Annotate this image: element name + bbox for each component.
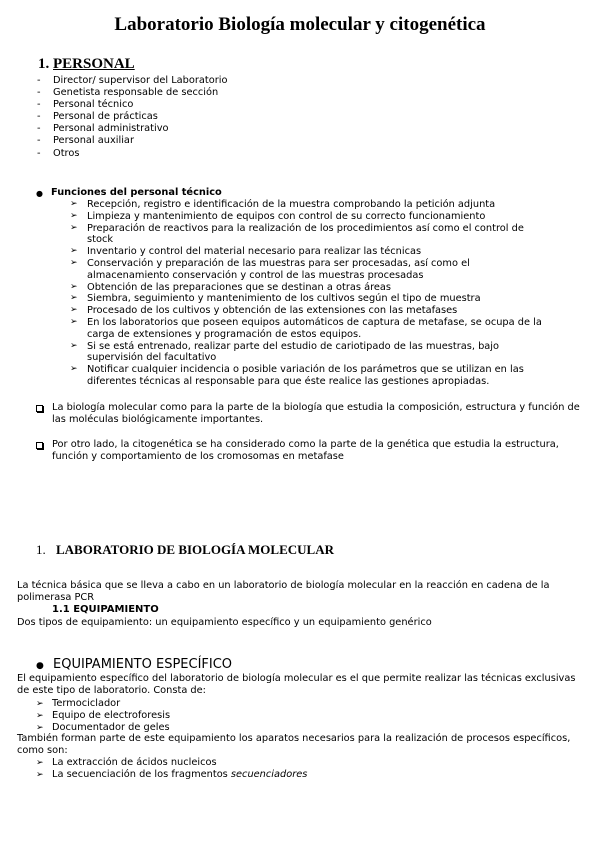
section-number: 1. [38,56,50,72]
especifico-list [36,698,170,734]
list-item: ➢ Limpieza y mantenimiento de equipos con control de su correcto funcionamiento [70,210,486,222]
checkbox-bullet-icon [36,405,43,412]
list-item: ➢ Conservación y preparación de las muestras para ser procesadas, así como el almacenamiento conservación y control de las muestras procesadas [70,257,470,281]
arrow-bullet-icon: ➢ [70,281,78,292]
arrow-bullet-icon: ➢ [70,257,78,268]
list-item: - Personal auxiliar [37,135,134,147]
especifico-paragraph: El equipamiento específico del laboratorio de biología molecular es el que permite realizar las técnicas exclusivas de este tipo de laboratorio. Consta de: [17,673,576,697]
arrow-bullet-icon: ➢ [36,723,44,734]
section-number: 1. [36,542,46,557]
list-item: - Personal de prácticas [37,111,158,123]
arrow-bullet-icon: ➢ [70,293,78,304]
list-item: - Director/ supervisor del Laboratorio [37,75,228,86]
list-item: - Personal administrativo [37,123,169,135]
note-item: La biología molecular como para la parte de la biología que estudia la composición, estructura y función de las moléculas biológicamente importantes. [36,402,584,426]
arrow-bullet-icon: ➢ [36,770,44,781]
arrow-bullet-icon: ➢ [70,305,78,316]
arrow-bullet-icon: ➢ [36,711,44,722]
personal-list [37,75,227,160]
list-item: ➢ Equipo de electroforesis [36,710,171,722]
section-heading-especifico: ● EQUIPAMIENTO ESPECÍFICO [36,657,232,675]
arrow-bullet-icon: ➢ [70,340,78,351]
list-item: ➢ Documentador de geles [36,722,170,734]
especifico-list-2 [36,757,307,781]
functions-heading: ● Funciones del personal técnico [36,187,222,198]
list-item: ➢ La extracción de ácidos nucleicos [36,757,217,768]
equip-paragraph: Dos tipos de equipamiento: un equipamiento específico y un equipamiento genérico [17,617,432,628]
bullet-icon: ● [36,661,44,671]
list-item: ➢ Obtención de las preparaciones que se destinan a otras áreas [70,281,392,293]
section-title: LABORATORIO DE BIOLOGÍA MOLECULAR [56,542,334,557]
bullet-icon: ● [36,189,43,198]
list-item: ➢ Preparación de reactivos para la realización de los procedimientos así como el control de stock [70,222,524,246]
list-item: ➢ Procesado de los cultivos y obtención de las extensiones con las metafases [70,305,458,317]
list-item: ➢ Siembra, seguimiento y mantenimiento de los cultivos según el tipo de muestra [70,293,481,305]
arrow-bullet-icon: ➢ [70,222,78,233]
page-title: Laboratorio Biología molecular y citogenética [114,14,486,35]
section-heading-personal [38,56,135,73]
section-heading-lab-bio [36,542,334,558]
list-item: ➢ En los laboratorios que poseen equipos automáticos de captura de metafase, se ocupa de la carga de extensiones y programación de estos equipos. [70,316,542,340]
list-item: - Otros [37,147,80,159]
checkbox-bullet-icon [36,442,43,449]
arrow-bullet-icon: ➢ [70,246,78,257]
list-item: - Personal técnico [37,99,134,111]
list-item: - Genetista responsable de sección [37,87,219,99]
list-item: ➢ Termociclador [36,698,121,709]
intro-paragraph: La técnica básica que se lleva a cabo en un laboratorio de biología molecular en la reacción en cadena de la polimerasa PCR [17,580,550,604]
especifico-paragraph-2: También forman parte de este equipamiento los aparatos necesarios para la realización de procesos específicos, como son: [17,733,571,757]
functions-list [70,199,550,388]
arrow-bullet-icon: ➢ [70,364,78,375]
section-title: PERSONAL [53,56,135,72]
list-item: ➢ Inventario y control del material necesario para realizar las técnicas [70,246,422,258]
arrow-bullet-icon: ➢ [70,199,78,209]
list-item: ➢ Recepción, registro e identificación de la muestra comprobando la petición adjunta [70,199,496,210]
arrow-bullet-icon: ➢ [70,210,78,221]
list-item: ➢ La secuenciación de los fragmentos secuenciadores [36,769,308,781]
arrow-bullet-icon: ➢ [36,758,44,768]
note-item: Por otro lado, la citogenética se ha considerado como la parte de la genética que estudia la estructura, función y comportamiento de los cromosomas en metafase [36,439,584,463]
subsection-heading: 1.1 EQUIPAMIENTO [52,604,159,615]
arrow-bullet-icon: ➢ [70,316,78,327]
list-item: ➢ Notificar cualquier incidencia o posible variación de los parámetros que se utilizan en las diferentes técnicas al responsable para que éste realice las gestiones apropiadas. [70,364,524,387]
arrow-bullet-icon: ➢ [36,699,44,709]
list-item: ➢ Si se está entrenado, realizar parte del estudio de cariotipado de las muestras, bajo supervisión del facultativo [70,340,500,364]
